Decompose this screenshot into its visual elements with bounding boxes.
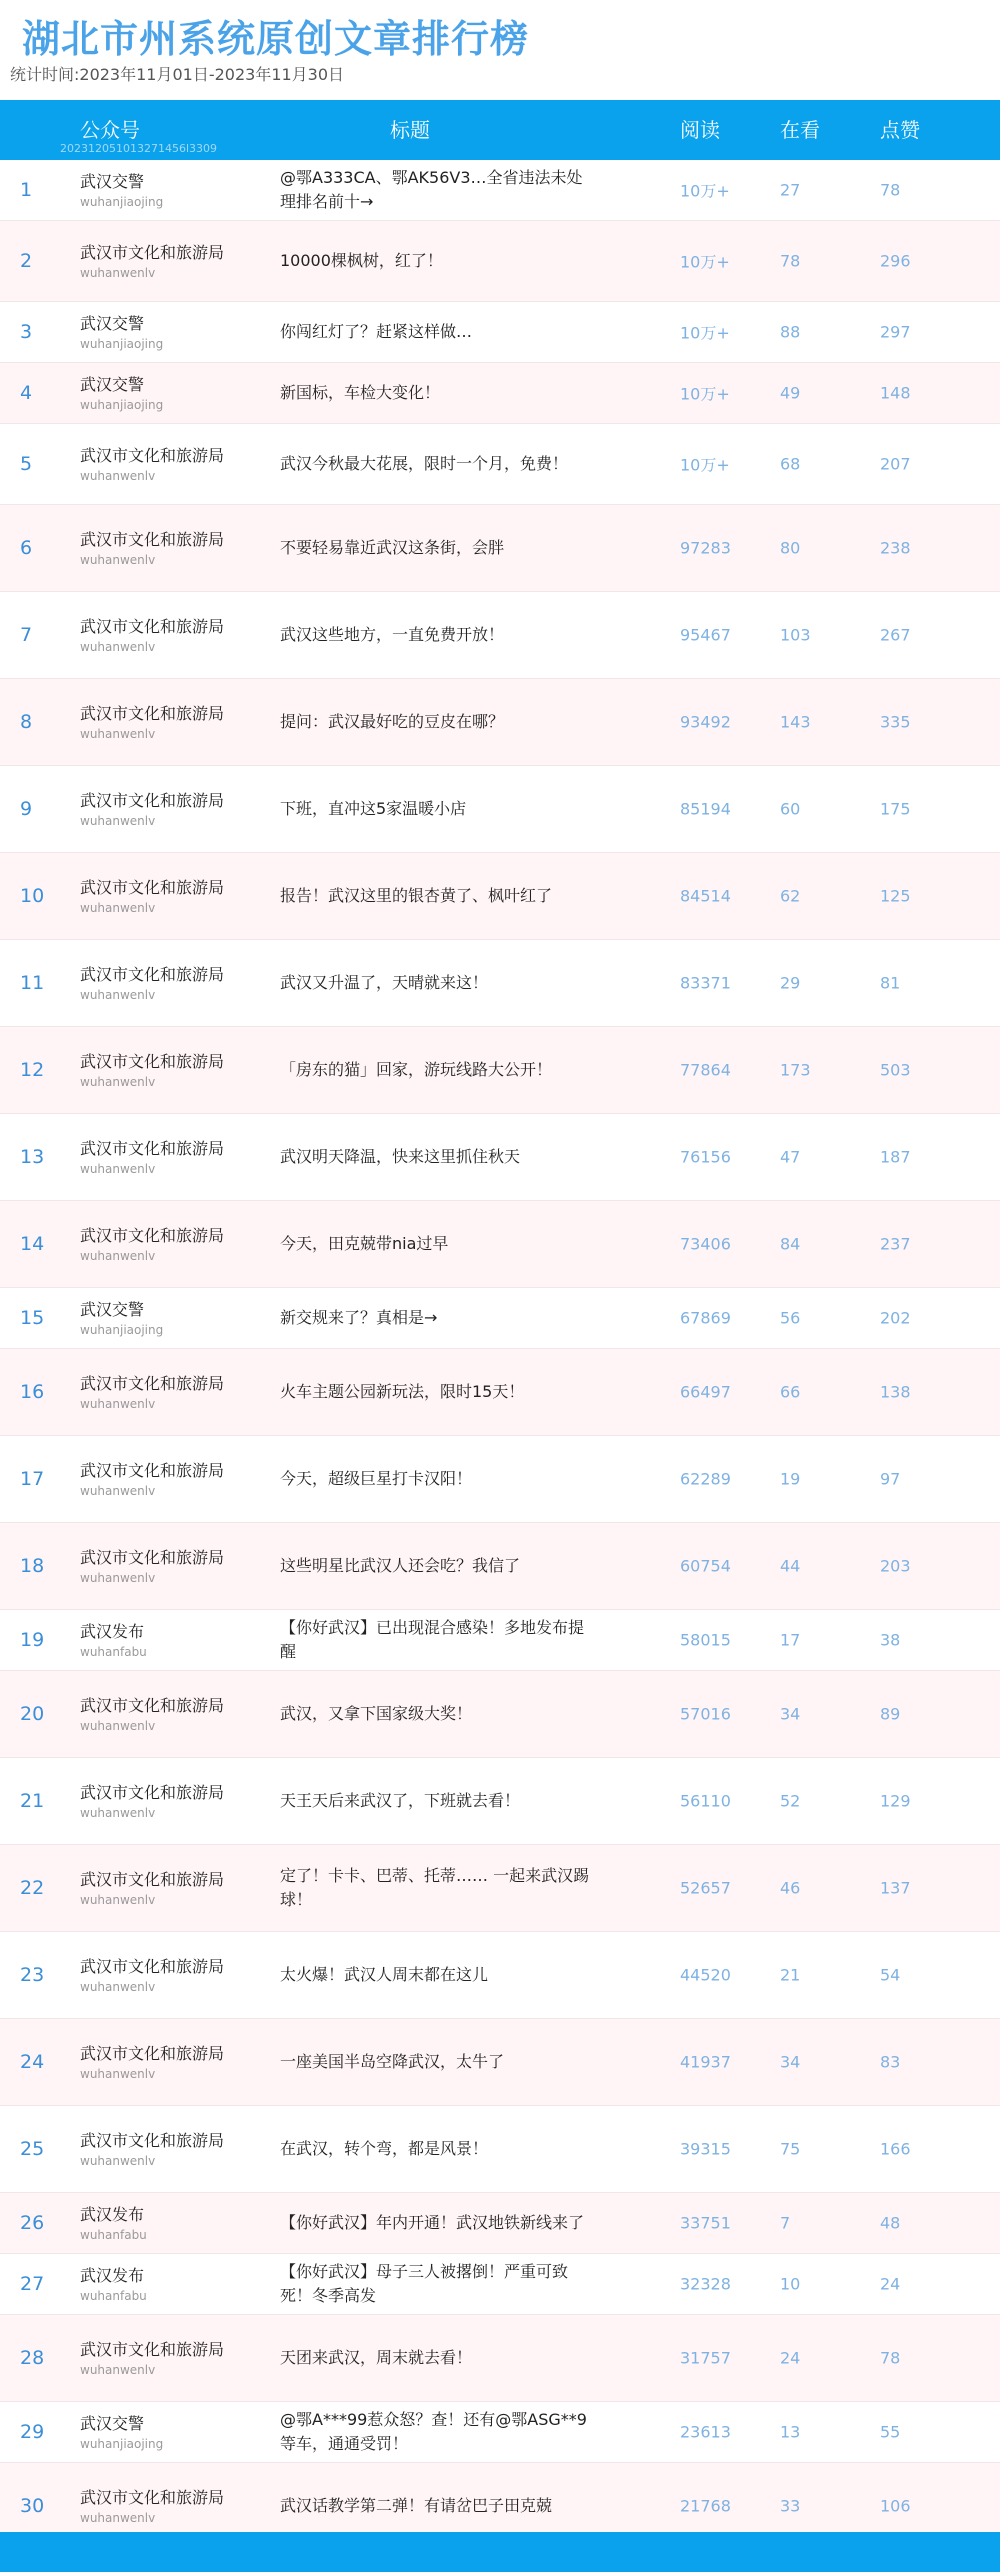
table-row[interactable] xyxy=(0,853,1000,940)
article-title[interactable]: 不要轻易靠近武汉这条街，会胖 xyxy=(280,538,505,557)
table-row[interactable] xyxy=(0,1201,1000,1288)
account-id: wuhanwenlv xyxy=(80,1249,156,1263)
like-count: 335 xyxy=(880,712,911,732)
account-cell xyxy=(80,2339,225,2377)
account-name: 武汉市文化和旅游局 xyxy=(80,2044,225,2063)
watching-count: 10 xyxy=(780,2274,801,2294)
like-count: 106 xyxy=(880,2496,911,2516)
account-cell xyxy=(80,2204,225,2242)
like-count: 55 xyxy=(880,2422,901,2442)
rank-number: 24 xyxy=(20,2051,45,2073)
watching-count: 33 xyxy=(780,2496,801,2516)
table-row[interactable] xyxy=(0,221,1000,302)
read-count: 57016 xyxy=(680,1704,731,1724)
read-count: 76156 xyxy=(680,1147,731,1167)
article-title[interactable]: 「房东的猫」回家，游玩线路大公开！ xyxy=(280,1060,553,1079)
article-title[interactable]: 武汉，又拿下国家级大奖！ xyxy=(280,1704,473,1723)
account-name: 武汉市文化和旅游局 xyxy=(80,1957,225,1976)
table-row[interactable] xyxy=(0,160,1000,221)
watching-count: 78 xyxy=(780,251,801,271)
table-row[interactable] xyxy=(0,2193,1000,2254)
read-count: 41937 xyxy=(680,2052,731,2072)
article-title[interactable]: 武汉这些地方，一直免费开放！ xyxy=(280,625,505,644)
like-count: 238 xyxy=(880,538,911,558)
header-watching: 在看 xyxy=(780,118,820,142)
account-cell xyxy=(80,1547,225,1585)
article-title[interactable]: 这些明星比武汉人还会吃？我信了 xyxy=(280,1556,521,1575)
page-title: 湖北市州系统原创文章排行榜 xyxy=(22,17,530,61)
table-row[interactable] xyxy=(0,1845,1000,1932)
watching-count: 19 xyxy=(780,1469,801,1489)
rank-number: 7 xyxy=(20,624,33,646)
article-title[interactable]: 太火爆！武汉人周末都在这儿 xyxy=(280,1965,489,1984)
article-title[interactable]: 一座美国半岛空降武汉，太牛了 xyxy=(280,2052,505,2071)
like-count: 97 xyxy=(880,1469,901,1489)
account-id: wuhanfabu xyxy=(80,2228,147,2242)
read-count: 31757 xyxy=(680,2348,731,2368)
like-count: 297 xyxy=(880,322,911,342)
account-id: wuhanwenlv xyxy=(80,2154,156,2168)
account-name: 武汉市文化和旅游局 xyxy=(80,2488,225,2507)
like-count: 137 xyxy=(880,1878,911,1898)
read-count: 56110 xyxy=(680,1791,731,1811)
account-id: wuhanwenlv xyxy=(80,1980,156,1994)
account-cell xyxy=(80,1869,225,1907)
account-id: wuhanwenlv xyxy=(80,1484,156,1498)
table-row[interactable] xyxy=(0,1932,1000,2019)
rank-number: 12 xyxy=(20,1059,45,1081)
read-count: 10万+ xyxy=(680,252,730,272)
article-title[interactable]: 10000棵枫树，红了！ xyxy=(280,251,443,270)
table-row[interactable] xyxy=(0,302,1000,363)
account-cell xyxy=(80,877,225,915)
account-name: 武汉市文化和旅游局 xyxy=(80,1548,225,1567)
watching-count: 52 xyxy=(780,1791,801,1811)
watching-count: 47 xyxy=(780,1147,801,1167)
account-cell xyxy=(80,1460,225,1498)
account-id: wuhanjiaojing xyxy=(80,2437,164,2451)
account-name: 武汉市文化和旅游局 xyxy=(80,878,225,897)
account-name: 武汉市文化和旅游局 xyxy=(80,965,225,984)
account-id: wuhanwenlv xyxy=(80,901,156,915)
article-title[interactable]: @鄂A333CA、鄂AK56V3…全省违法未处理排名前十→ xyxy=(280,168,583,211)
article-title[interactable]: 武汉今秋最大花展，限时一个月，免费！ xyxy=(280,454,569,473)
read-count: 77864 xyxy=(680,1060,731,1080)
account-cell xyxy=(80,529,225,567)
header-read: 阅读 xyxy=(680,118,720,142)
article-title[interactable]: 新国标，车检大变化！ xyxy=(280,383,441,402)
account-name: 武汉市文化和旅游局 xyxy=(80,791,225,810)
table-row[interactable] xyxy=(0,505,1000,592)
article-title[interactable]: 【你好武汉】母子三人被撂倒！严重可致死！冬季高发 xyxy=(280,2262,569,2305)
like-count: 38 xyxy=(880,1630,901,1650)
rank-number: 23 xyxy=(20,1964,45,1986)
like-count: 89 xyxy=(880,1704,901,1724)
table-header xyxy=(0,100,1000,160)
watching-count: 143 xyxy=(780,712,811,732)
like-count: 202 xyxy=(880,1308,911,1328)
account-cell xyxy=(80,790,225,828)
table-row[interactable] xyxy=(0,1114,1000,1201)
header-like: 点赞 xyxy=(880,118,920,142)
table-row[interactable] xyxy=(0,1671,1000,1758)
article-title[interactable]: 提问：武汉最好吃的豆皮在哪？ xyxy=(280,712,505,731)
account-cell xyxy=(80,2265,225,2303)
watching-count: 24 xyxy=(780,2348,801,2368)
account-id: wuhanwenlv xyxy=(80,2067,156,2081)
like-count: 125 xyxy=(880,886,911,906)
like-count: 296 xyxy=(880,251,911,271)
table-row[interactable] xyxy=(0,1027,1000,1114)
article-title[interactable]: 武汉明天降温，快来这里抓住秋天 xyxy=(280,1147,521,1166)
read-count: 60754 xyxy=(680,1556,731,1576)
watching-count: 34 xyxy=(780,1704,801,1724)
rank-number: 15 xyxy=(20,1307,45,1329)
account-cell xyxy=(80,2413,225,2451)
account-cell xyxy=(80,1225,225,1263)
account-name: 武汉市文化和旅游局 xyxy=(80,530,225,549)
account-id: wuhanwenlv xyxy=(80,988,156,1002)
watching-count: 7 xyxy=(780,2213,791,2233)
like-count: 237 xyxy=(880,1234,911,1254)
account-name: 武汉交警 xyxy=(80,2414,145,2433)
account-name: 武汉市文化和旅游局 xyxy=(80,704,225,723)
read-count: 10万+ xyxy=(680,323,730,343)
account-cell xyxy=(80,2130,225,2168)
account-name: 武汉交警 xyxy=(80,1300,145,1319)
account-name: 武汉市文化和旅游局 xyxy=(80,2131,225,2150)
article-title[interactable]: 新交规来了？真相是→ xyxy=(280,1308,438,1327)
like-count: 175 xyxy=(880,799,911,819)
article-title[interactable]: 在武汉，转个弯，都是风景！ xyxy=(280,2139,489,2158)
account-id: wuhanwenlv xyxy=(80,266,156,280)
account-name: 武汉市文化和旅游局 xyxy=(80,1139,225,1158)
rank-number: 9 xyxy=(20,798,33,820)
watching-count: 68 xyxy=(780,454,801,474)
table-row[interactable] xyxy=(0,2402,1000,2463)
account-id: wuhanwenlv xyxy=(80,640,156,654)
read-count: 97283 xyxy=(680,538,731,558)
rank-number: 17 xyxy=(20,1468,45,1490)
account-name: 武汉市文化和旅游局 xyxy=(80,617,225,636)
rank-number: 18 xyxy=(20,1555,45,1577)
account-id: wuhanwenlv xyxy=(80,1571,156,1585)
rank-number: 27 xyxy=(20,2273,45,2295)
account-id: wuhanwenlv xyxy=(80,2363,156,2377)
account-cell xyxy=(80,374,225,412)
account-cell xyxy=(80,2487,225,2525)
watching-count: 27 xyxy=(780,180,801,200)
read-count: 10万+ xyxy=(680,455,730,475)
like-count: 81 xyxy=(880,973,901,993)
like-count: 138 xyxy=(880,1382,911,1402)
rank-number: 5 xyxy=(20,453,33,475)
table-row[interactable] xyxy=(0,1758,1000,1845)
watching-count: 34 xyxy=(780,2052,801,2072)
account-name: 武汉市文化和旅游局 xyxy=(80,1461,225,1480)
rank-number: 3 xyxy=(20,321,33,343)
article-title[interactable]: 今天，田克兢带nia过早 xyxy=(280,1234,449,1253)
table-row[interactable] xyxy=(0,2106,1000,2193)
account-id: wuhanfabu xyxy=(80,2289,147,2303)
rank-number: 19 xyxy=(20,1629,45,1651)
rank-number: 20 xyxy=(20,1703,45,1725)
account-cell xyxy=(80,703,225,741)
read-count: 67869 xyxy=(680,1308,731,1328)
article-title[interactable]: 火车主题公园新玩法，限时15天！ xyxy=(280,1382,525,1401)
account-id: wuhanwenlv xyxy=(80,2511,156,2525)
article-title[interactable]: 报告！武汉这里的银杏黄了、枫叶红了 xyxy=(280,886,553,905)
table-row[interactable] xyxy=(0,1288,1000,1349)
read-count: 39315 xyxy=(680,2139,731,2159)
account-name: 武汉市文化和旅游局 xyxy=(80,1870,225,1889)
account-id: wuhanwenlv xyxy=(80,814,156,828)
read-count: 62289 xyxy=(680,1469,731,1489)
watching-count: 80 xyxy=(780,538,801,558)
read-count: 52657 xyxy=(680,1878,731,1898)
table-row[interactable] xyxy=(0,592,1000,679)
rank-number: 28 xyxy=(20,2347,45,2369)
watching-count: 29 xyxy=(780,973,801,993)
article-title[interactable]: 你闯红灯了？赶紧这样做… xyxy=(280,322,473,341)
watching-count: 44 xyxy=(780,1556,801,1576)
watching-count: 60 xyxy=(780,799,801,819)
read-count: 85194 xyxy=(680,799,731,819)
article-title[interactable]: 天王天后来武汉了，下班就去看！ xyxy=(280,1791,521,1810)
like-count: 187 xyxy=(880,1147,911,1167)
read-count: 95467 xyxy=(680,625,731,645)
rank-number: 25 xyxy=(20,2138,45,2160)
like-count: 78 xyxy=(880,2348,901,2368)
watching-count: 21 xyxy=(780,1965,801,1985)
like-count: 83 xyxy=(880,2052,901,2072)
account-id: wuhanwenlv xyxy=(80,1397,156,1411)
rank-number: 29 xyxy=(20,2421,45,2443)
account-id: wuhanjiaojing xyxy=(80,337,164,351)
table-row[interactable] xyxy=(0,1610,1000,1671)
article-title[interactable]: @鄂A***99惹众怒？查！还有@鄂ASG**9 等车，通通受罚！ xyxy=(280,2410,587,2453)
account-id: wuhanwenlv xyxy=(80,1162,156,1176)
table-row[interactable] xyxy=(0,1349,1000,1436)
watching-count: 88 xyxy=(780,322,801,342)
article-title[interactable]: 武汉话教学第二弹！有请岔巴子田克兢 xyxy=(280,2496,553,2515)
read-count: 73406 xyxy=(680,1234,731,1254)
watching-count: 56 xyxy=(780,1308,801,1328)
table-row[interactable] xyxy=(0,1436,1000,1523)
account-cell xyxy=(80,2043,225,2081)
read-count: 10万+ xyxy=(680,181,730,201)
account-name: 武汉发布 xyxy=(80,2205,145,2224)
watching-count: 173 xyxy=(780,1060,811,1080)
account-cell xyxy=(80,171,225,209)
account-name: 武汉交警 xyxy=(80,375,145,394)
account-id: wuhanfabu xyxy=(80,1645,147,1659)
rank-number: 21 xyxy=(20,1790,45,1812)
account-name: 武汉市文化和旅游局 xyxy=(80,1696,225,1715)
watching-count: 66 xyxy=(780,1382,801,1402)
rank-number: 8 xyxy=(20,711,33,733)
rank-number: 10 xyxy=(20,885,45,907)
account-cell xyxy=(80,313,225,351)
account-cell xyxy=(80,1621,225,1659)
account-cell xyxy=(80,616,225,654)
rank-number: 16 xyxy=(20,1381,45,1403)
like-count: 148 xyxy=(880,383,911,403)
header-title: 标题 xyxy=(390,118,430,142)
table-row[interactable] xyxy=(0,2254,1000,2315)
like-count: 203 xyxy=(880,1556,911,1576)
account-cell xyxy=(80,1956,225,1994)
account-cell xyxy=(80,1138,225,1176)
header-serial: 202312051013271456l3309 xyxy=(60,142,218,155)
watching-count: 103 xyxy=(780,625,811,645)
read-count: 58015 xyxy=(680,1630,731,1650)
footer-bar xyxy=(0,2532,1000,2572)
table-row[interactable] xyxy=(0,679,1000,766)
account-cell xyxy=(80,1299,225,1337)
like-count: 54 xyxy=(880,1965,901,1985)
account-cell xyxy=(80,445,225,483)
like-count: 207 xyxy=(880,454,911,474)
account-name: 武汉发布 xyxy=(80,1622,145,1641)
account-id: wuhanwenlv xyxy=(80,727,156,741)
table-row[interactable] xyxy=(0,940,1000,1027)
rank-number: 13 xyxy=(20,1146,45,1168)
account-id: wuhanwenlv xyxy=(80,469,156,483)
account-id: wuhanjiaojing xyxy=(80,1323,164,1337)
account-id: wuhanjiaojing xyxy=(80,195,164,209)
article-title[interactable]: 今天，超级巨星打卡汉阳！ xyxy=(280,1469,473,1488)
rank-number: 1 xyxy=(20,179,33,201)
read-count: 21768 xyxy=(680,2496,731,2516)
read-count: 83371 xyxy=(680,973,731,993)
article-title[interactable]: 武汉又升温了，天晴就来这！ xyxy=(280,973,489,992)
watching-count: 62 xyxy=(780,886,801,906)
watching-count: 84 xyxy=(780,1234,801,1254)
like-count: 78 xyxy=(880,180,901,200)
account-name: 武汉市文化和旅游局 xyxy=(80,1052,225,1071)
table-row[interactable] xyxy=(0,2315,1000,2402)
account-cell xyxy=(80,242,225,280)
table-row[interactable] xyxy=(0,424,1000,505)
account-name: 武汉市文化和旅游局 xyxy=(80,1374,225,1393)
read-count: 66497 xyxy=(680,1382,731,1402)
article-title[interactable]: 【你好武汉】已出现混合感染！多地发布提醒 xyxy=(280,1618,585,1661)
read-count: 33751 xyxy=(680,2213,731,2233)
like-count: 166 xyxy=(880,2139,911,2159)
article-title[interactable]: 天团来武汉，周末就去看！ xyxy=(280,2348,473,2367)
watching-count: 46 xyxy=(780,1878,801,1898)
like-count: 267 xyxy=(880,625,911,645)
account-cell xyxy=(80,1782,225,1820)
watching-count: 49 xyxy=(780,383,801,403)
watching-count: 75 xyxy=(780,2139,801,2159)
table-row[interactable] xyxy=(0,1523,1000,1610)
read-count: 84514 xyxy=(680,886,731,906)
rank-number: 26 xyxy=(20,2212,45,2234)
read-count: 32328 xyxy=(680,2274,731,2294)
watching-count: 17 xyxy=(780,1630,801,1650)
like-count: 48 xyxy=(880,2213,901,2233)
article-title[interactable]: 下班，直冲这5家温暖小店 xyxy=(280,799,467,818)
header-account: 公众号 xyxy=(80,118,140,142)
rank-number: 22 xyxy=(20,1877,45,1899)
read-count: 23613 xyxy=(680,2422,731,2442)
rank-number: 2 xyxy=(20,250,33,272)
account-id: wuhanwenlv xyxy=(80,1806,156,1820)
account-cell xyxy=(80,1373,225,1411)
account-name: 武汉市文化和旅游局 xyxy=(80,2340,225,2359)
read-count: 10万+ xyxy=(680,384,730,404)
table-row[interactable] xyxy=(0,363,1000,424)
account-name: 武汉市文化和旅游局 xyxy=(80,243,225,262)
article-title[interactable]: 定了！卡卡、巴蒂、托蒂…… 一起来武汉踢球！ xyxy=(280,1866,590,1909)
account-id: wuhanwenlv xyxy=(80,1719,156,1733)
rank-number: 4 xyxy=(20,382,33,404)
like-count: 129 xyxy=(880,1791,911,1811)
account-name: 武汉市文化和旅游局 xyxy=(80,446,225,465)
table-row[interactable] xyxy=(0,766,1000,853)
account-name: 武汉市文化和旅游局 xyxy=(80,1783,225,1802)
rank-number: 6 xyxy=(20,537,33,559)
account-name: 武汉交警 xyxy=(80,314,145,333)
account-cell xyxy=(80,964,225,1002)
like-count: 24 xyxy=(880,2274,901,2294)
watching-count: 13 xyxy=(780,2422,801,2442)
article-title[interactable]: 【你好武汉】年内开通！武汉地铁新线来了 xyxy=(280,2213,585,2232)
account-name: 武汉市文化和旅游局 xyxy=(80,1226,225,1245)
account-name: 武汉发布 xyxy=(80,2266,145,2285)
rank-number: 11 xyxy=(20,972,45,994)
read-count: 93492 xyxy=(680,712,731,732)
account-id: wuhanwenlv xyxy=(80,1893,156,1907)
account-id: wuhanwenlv xyxy=(80,553,156,567)
like-count: 503 xyxy=(880,1060,911,1080)
account-cell xyxy=(80,1051,225,1089)
stats-period: 统计时间:2023年11月01日-2023年11月30日 xyxy=(10,65,345,84)
rank-number: 30 xyxy=(20,2495,45,2517)
account-name: 武汉交警 xyxy=(80,172,145,191)
ranking-table xyxy=(0,160,1000,2550)
rank-number: 14 xyxy=(20,1233,45,1255)
account-cell xyxy=(80,1695,225,1733)
account-id: wuhanjiaojing xyxy=(80,398,164,412)
table-row[interactable] xyxy=(0,2019,1000,2106)
read-count: 44520 xyxy=(680,1965,731,1985)
account-id: wuhanwenlv xyxy=(80,1075,156,1089)
